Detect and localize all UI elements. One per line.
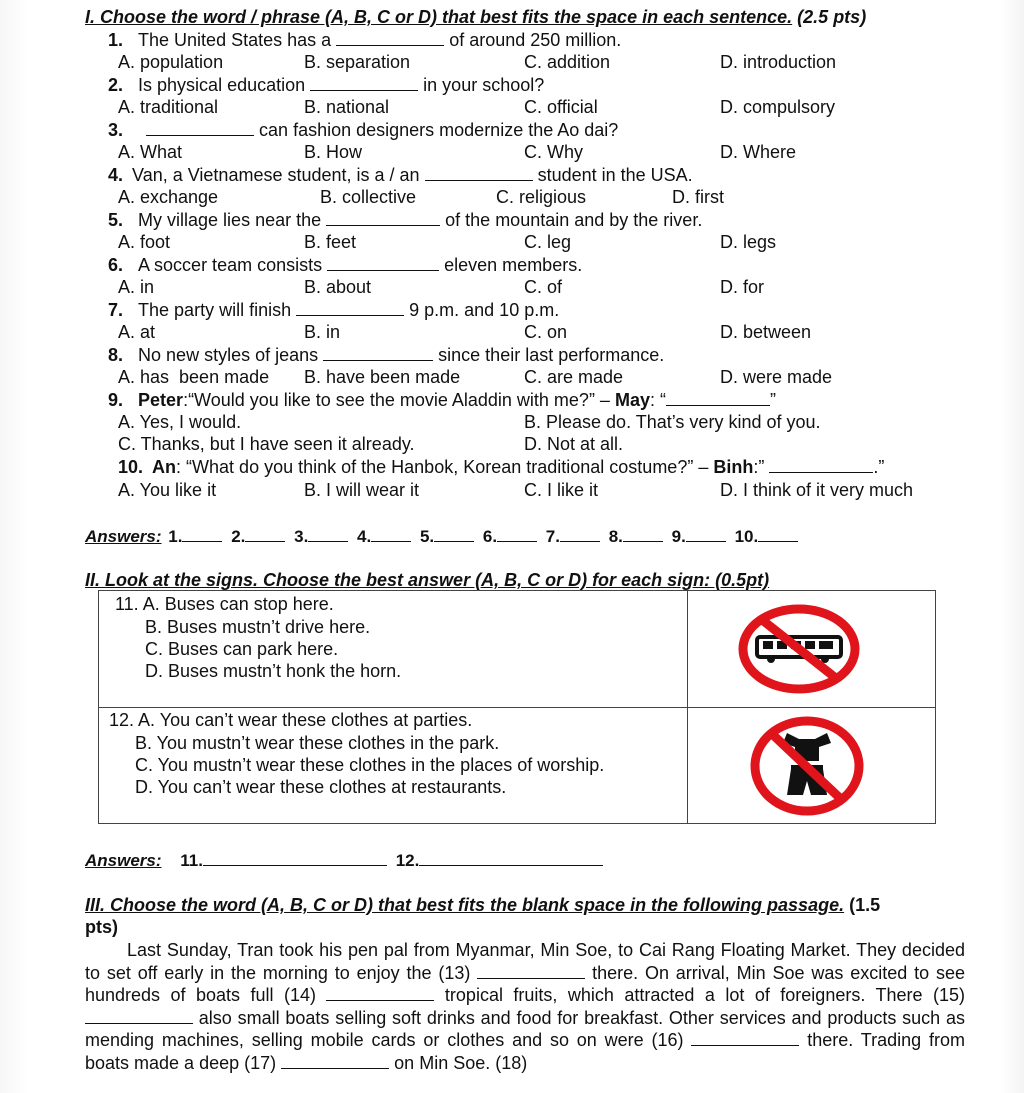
q1-option-c[interactable]: C. addition (524, 52, 611, 72)
q5-option-a[interactable]: A. foot (118, 232, 171, 252)
blank-15[interactable] (85, 1007, 193, 1024)
blank-10[interactable] (769, 456, 873, 473)
q11-option-b[interactable]: B. Buses mustn’t drive here. (145, 617, 371, 637)
q5-option-c[interactable]: C. leg (524, 232, 572, 252)
q12-option-c[interactable]: C. You mustn’t wear these clothes in the places of worship. (135, 755, 605, 775)
blank-1[interactable] (336, 29, 444, 46)
reading-passage: Last Sunday, Tran took his pen pal from Myanmar, Min Soe, to Cai Rang Floating Market. They decided to set off early in the morning to enjoy the (13) there. On arrival, Min Soe was excited to see hundreds of boats full (14) tropical fruits, which attracted a lot of foreigners. There (15) also small boats selling soft drinks and food for breakfast. Other services and products such as mending machines, selling mobile cards or clothes and so on were (16) there. Trading from boats made a deep (17) on Min Soe. (18) (85, 940, 965, 1073)
question-3: 3. can fashion designers modernize the Ao dai? (108, 120, 619, 140)
q4-option-a[interactable]: A. exchange (118, 187, 219, 207)
answer-blank-10[interactable] (758, 525, 798, 542)
answers-row-1: Answers: 1. 2. 3. 4. 5. 6. 7. 8. 9. 10. (85, 525, 798, 548)
q2-option-c[interactable]: C. official (524, 97, 598, 117)
answer-blank-7[interactable] (560, 525, 600, 542)
q8-option-b[interactable]: B. have been made (304, 367, 461, 387)
answer-blank-3[interactable] (308, 525, 348, 542)
q10-option-a[interactable]: A. You like it (118, 480, 217, 500)
blank-16[interactable] (691, 1029, 799, 1046)
blank-17[interactable] (281, 1052, 389, 1069)
answer-blank-1[interactable] (182, 525, 222, 542)
question-7: 7. The party will finish 9 p.m. and 10 p.m. (108, 300, 560, 320)
blank-9[interactable] (666, 389, 770, 406)
answer-blank-6[interactable] (497, 525, 537, 542)
q1-option-a[interactable]: A. population (118, 52, 224, 72)
section-3-points: pts) (85, 917, 118, 937)
q10-option-b[interactable]: B. I will wear it (304, 480, 420, 500)
signs-table (98, 590, 936, 824)
q6-option-c[interactable]: C. of (524, 277, 563, 297)
q8-option-d[interactable]: D. were made (720, 367, 833, 387)
blank-7[interactable] (296, 299, 404, 316)
q12-option-b[interactable]: B. You mustn’t wear these clothes in the park. (135, 733, 500, 753)
answer-blank-8[interactable] (623, 525, 663, 542)
q6-option-d[interactable]: D. for (720, 277, 765, 297)
q11-option-a[interactable]: 11. A. Buses can stop here. (115, 594, 334, 614)
q9-option-d[interactable]: D. Not at all. (524, 434, 624, 454)
q3-option-c[interactable]: C. Why (524, 142, 584, 162)
q9-option-a[interactable]: A. Yes, I would. (118, 412, 242, 432)
section-2-heading: II. Look at the signs. Choose the best answer (A, B, C or D) for each sign: (0.5pt) (85, 570, 770, 590)
blank-8[interactable] (323, 344, 433, 361)
answer-blank-2[interactable] (245, 525, 285, 542)
q2-option-b[interactable]: B. national (304, 97, 390, 117)
question-4: 4. Van, a Vietnamese student, is a / an student in the USA. (108, 165, 693, 185)
blank-4[interactable] (425, 164, 533, 181)
q3-option-a[interactable]: A. What (118, 142, 183, 162)
question-5: 5. My village lies near the of the mountain and by the river. (108, 210, 703, 230)
q12-option-a[interactable]: 12. A. You can’t wear these clothes at parties. (109, 710, 473, 730)
q5-option-d[interactable]: D. legs (720, 232, 777, 252)
q11-option-d[interactable]: D. Buses mustn’t honk the horn. (145, 661, 402, 681)
section-3-heading: III. Choose the word (A, B, C or D) that best fits the blank space in the following passage. (1.5 (85, 895, 881, 915)
blank-6[interactable] (327, 254, 439, 271)
q8-option-c[interactable]: C. are made (524, 367, 624, 387)
q10-option-c[interactable]: C. I like it (524, 480, 599, 500)
blank-2[interactable] (310, 74, 418, 91)
q12-option-d[interactable]: D. You can’t wear these clothes at restaurants. (135, 777, 507, 797)
answer-blank-11[interactable] (203, 849, 387, 866)
q2-option-d[interactable]: D. compulsory (720, 97, 836, 117)
question-6: 6. A soccer team consists eleven members. (108, 255, 583, 275)
question-2: 2. Is physical education in your school? (108, 75, 545, 95)
question-10: 10. An: “What do you think of the Hanbok, Korean traditional costume?” – Binh:” .” (118, 457, 885, 477)
q10-option-d[interactable]: D. I think of it very much (720, 480, 914, 500)
answers-row-2: Answers: 11. 12. (85, 849, 603, 872)
q7-option-d[interactable]: D. between (720, 322, 812, 342)
q4-option-c[interactable]: C. religious (496, 187, 587, 207)
answer-blank-12[interactable] (419, 849, 603, 866)
q1-option-d[interactable]: D. introduction (720, 52, 837, 72)
q3-option-b[interactable]: B. How (304, 142, 363, 162)
q7-option-a[interactable]: A. at (118, 322, 156, 342)
q11-option-c[interactable]: C. Buses can park here. (145, 639, 339, 659)
q2-option-a[interactable]: A. traditional (118, 97, 219, 117)
q3-option-d[interactable]: D. Where (720, 142, 797, 162)
no-shorts-sign-icon (747, 713, 867, 819)
answer-blank-9[interactable] (686, 525, 726, 542)
blank-3[interactable] (146, 119, 254, 136)
q4-option-d[interactable]: D. first (672, 187, 724, 207)
q7-option-b[interactable]: B. in (304, 322, 341, 342)
section-1-heading: I. Choose the word / phrase (A, B, C or D) that best fits the space in each sentence. (2.5 pts) (85, 7, 867, 27)
question-9: 9. Peter:“Would you like to see the movie Aladdin with me?” – May: “ ” (108, 390, 776, 410)
q5-option-b[interactable]: B. feet (304, 232, 357, 252)
q1-option-b[interactable]: B. separation (304, 52, 411, 72)
q8-option-a[interactable]: A. has been made (118, 367, 270, 387)
blank-14[interactable] (326, 984, 434, 1001)
q7-option-c[interactable]: C. on (524, 322, 568, 342)
q4-option-b[interactable]: B. collective (320, 187, 417, 207)
blank-13[interactable] (477, 962, 585, 979)
blank-5[interactable] (326, 209, 440, 226)
q6-option-a[interactable]: A. in (118, 277, 155, 297)
q9-option-b[interactable]: B. Please do. That’s very kind of you. (524, 412, 821, 432)
question-8: 8. No new styles of jeans since their last performance. (108, 345, 665, 365)
question-1: 1. The United States has a of around 250 million. (108, 30, 622, 50)
q9-option-c[interactable]: C. Thanks, but I have seen it already. (118, 434, 415, 454)
answer-blank-4[interactable] (371, 525, 411, 542)
no-buses-sign-icon (735, 601, 863, 697)
q6-option-b[interactable]: B. about (304, 277, 372, 297)
answer-blank-5[interactable] (434, 525, 474, 542)
